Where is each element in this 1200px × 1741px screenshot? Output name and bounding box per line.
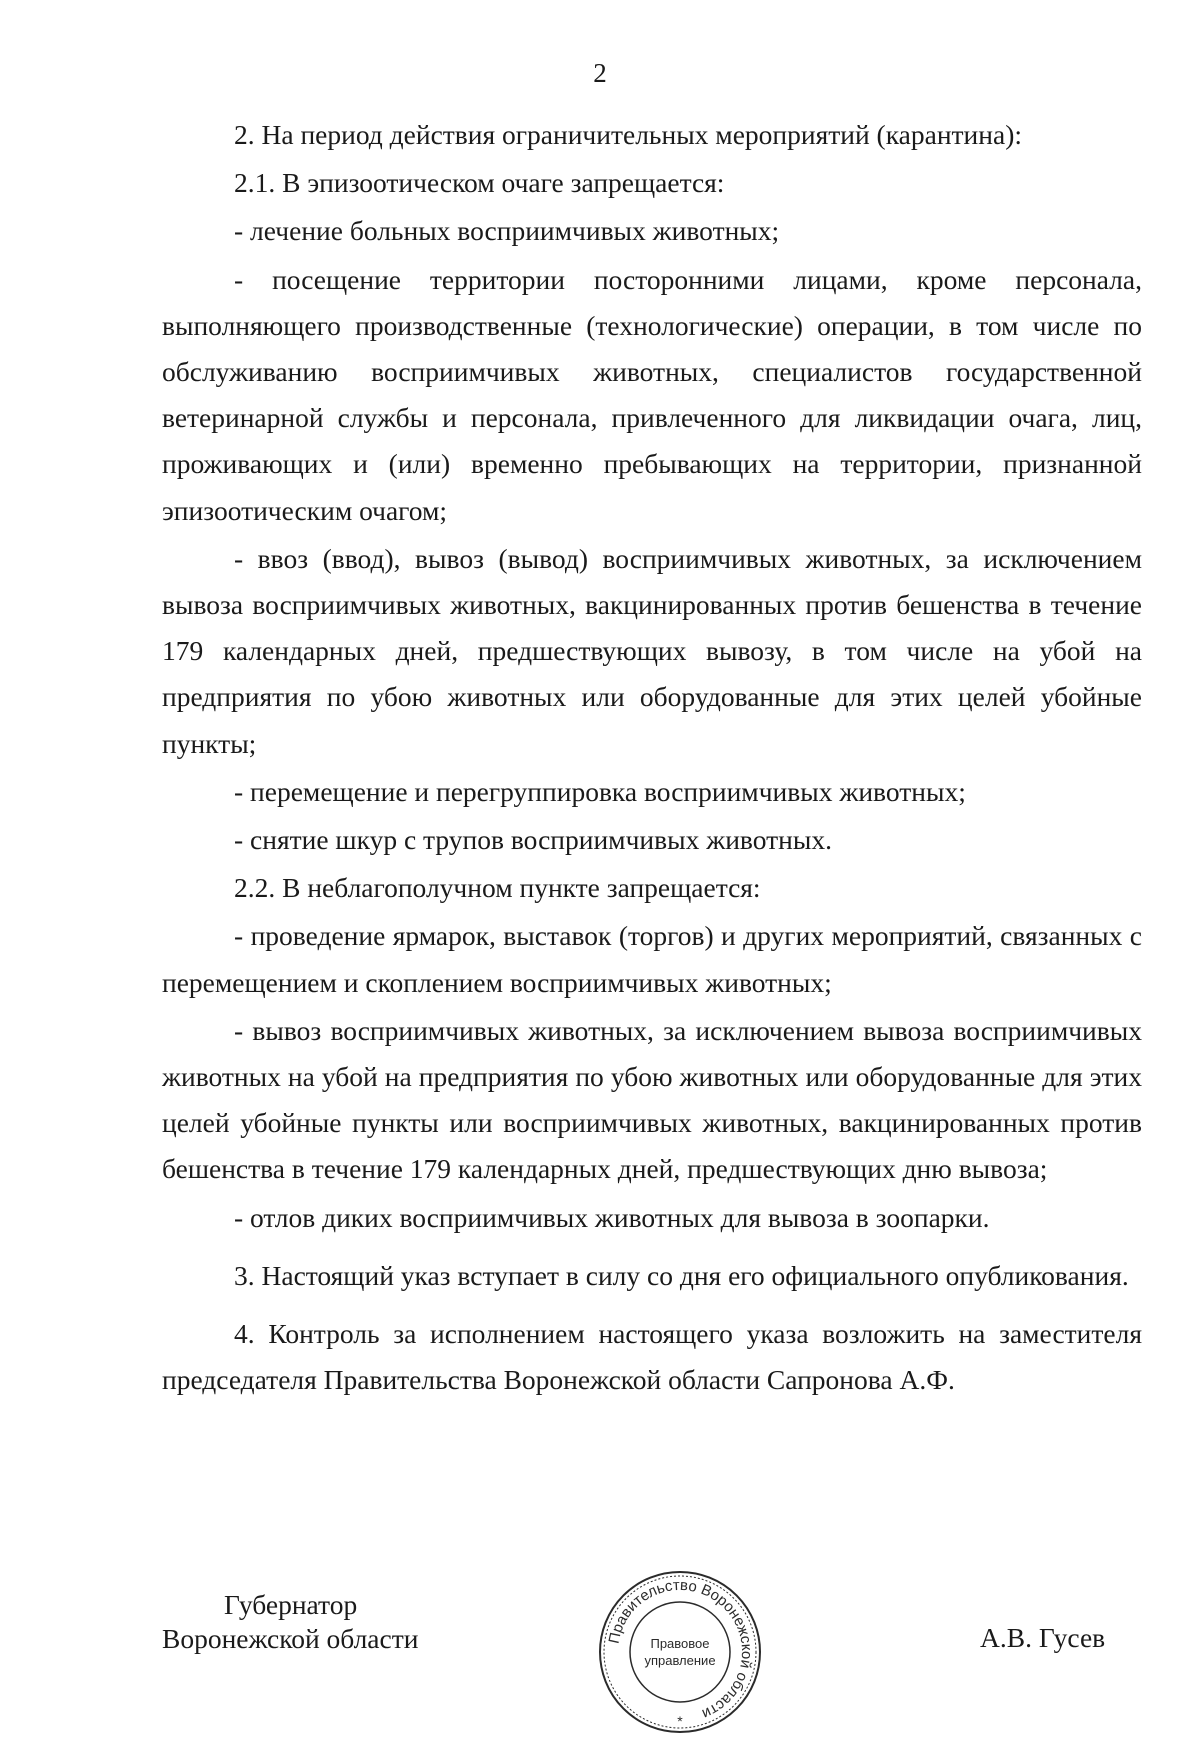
- paragraph-locality-prohibitions: 2.2. В неблагополучном пункте запрещается:: [234, 872, 761, 904]
- seal-outer-text: Правительство Воронежской области: [605, 1576, 756, 1723]
- seal-star: *: [677, 1713, 683, 1729]
- seal-inner-line1: Правовое: [650, 1636, 710, 1651]
- paragraph-focus-prohibitions: 2.1. В эпизоотическом очаге запрещается:: [234, 167, 725, 199]
- paragraph-import-export-ban: - ввоз (ввод), вывоз (вывод) восприимчивых животных, за исключением вывоза восприимчивых животных, вакцинированных против бешенства в течение 179 календарных дней, предшествующих вывозу, в том числе на убой на предприятия по убою животных или оборудованные для этих целей убойные пункты;: [162, 542, 1142, 759]
- signature-title: [162, 1588, 418, 1656]
- official-seal: [596, 1568, 764, 1736]
- paragraph-control: 4. Контроль за исполнением настоящего указа возложить на заместителя председателя Правительства Воронежской области Сапронова А.Ф.: [162, 1318, 1142, 1396]
- seal-graphic: [596, 1568, 764, 1736]
- paragraph-treatment-ban: - лечение больных восприимчивых животных;: [234, 215, 780, 247]
- seal-inner-ring: [630, 1602, 730, 1702]
- paragraph-quarantine-period: 2. На период действия ограничительных мероприятий (карантина):: [234, 119, 1022, 150]
- signer-name: А.В. Гусев: [980, 1622, 1106, 1653]
- paragraph-entry-into-force: 3. Настоящий указ вступает в силу со дня его официального опубликования.: [234, 1259, 1129, 1291]
- seal-inner-line2: управление: [644, 1653, 716, 1668]
- page-number: 2: [593, 58, 607, 88]
- paragraph-regrouping-ban: - перемещение и перегруппировка восприимчивых животных;: [234, 775, 966, 807]
- paragraph-removal-ban: - вывоз восприимчивых животных, за исключением вывоза восприимчивых животных на убой на предприятия по убою животных или оборудованные для этих целей убойные пункты или восприимчивых животных, вакцинированных против бешенства в течение 179 календарных дней, предшествующих дню вывоза;: [162, 1014, 1142, 1185]
- seal-outer-ring: [600, 1572, 760, 1732]
- paragraph-trapping-ban: - отлов диких восприимчивых животных для вывоза в зоопарки.: [234, 1201, 990, 1233]
- signature-title-line1: Губернатор: [224, 1589, 358, 1620]
- paragraph-visit-ban: - посещение территории посторонними лицами, кроме персонала, выполняющего производственные (технологические) операции, в том числе по обслуживанию восприимчивых животных, специалистов государственной ветеринарной службы и персонала, привлеченного для ликвидации очага, лиц, проживающих и (или) временно пребывающих на территории, признанной эпизоотическим очагом;: [162, 263, 1142, 526]
- signature-title-line2: Воронежской области: [162, 1623, 419, 1654]
- seal-dotted-ring: [604, 1576, 756, 1728]
- paragraph-fairs-ban: - проведение ярмарок, выставок (торгов) и других мероприятий, связанных с перемещением и скоплением восприимчивых животных;: [162, 920, 1142, 998]
- document-body: [162, 112, 1142, 1405]
- paragraph-skinning-ban: - снятие шкур с трупов восприимчивых животных.: [234, 824, 832, 856]
